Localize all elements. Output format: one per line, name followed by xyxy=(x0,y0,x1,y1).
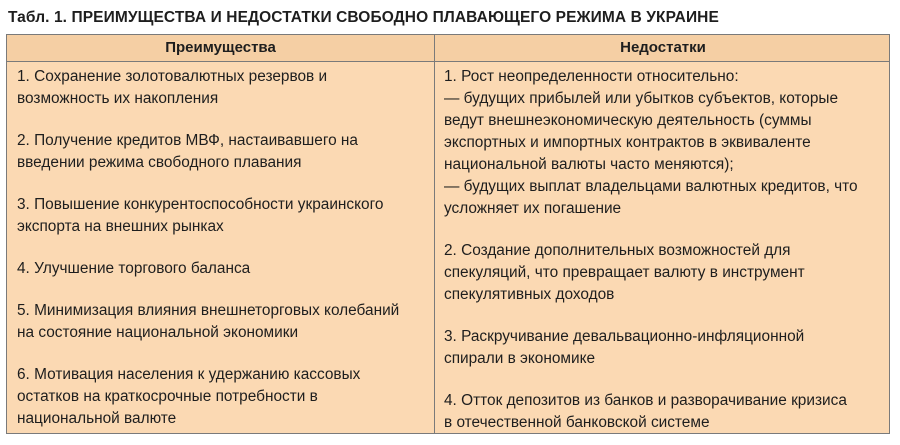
disadvantage-line: 4. Отток депозитов из банков и разворачивание кризиса xyxy=(444,392,847,409)
comparison-table xyxy=(6,34,890,434)
disadvantages-cell xyxy=(444,62,884,433)
table-header-row xyxy=(7,35,889,62)
disadvantage-line: усложняет их погашение xyxy=(444,200,622,217)
disadvantage-line: спирали в экономике xyxy=(444,350,596,367)
disadvantage-line: 1. Рост неопределенности относительно: xyxy=(444,68,739,85)
disadvantage-line: ведут внешнеэкономическую деятельность (суммы xyxy=(444,112,812,129)
disadvantage-line: 2. Создание дополнительных возможностей для xyxy=(444,242,791,259)
disadvantage-line: — будущих прибылей или убытков субъектов, которые xyxy=(444,90,839,107)
table-title: Табл. 1. ПРЕИМУЩЕСТВА И НЕДОСТАТКИ СВОБОДНО ПЛАВАЮЩЕГО РЕЖИМА В УКРАИНЕ xyxy=(8,9,719,26)
advantage-line: 6. Мотивация населения к удержанию кассовых xyxy=(17,366,361,383)
advantage-line: национальной валюте xyxy=(17,410,177,427)
column-divider xyxy=(434,35,435,433)
advantage-line: 2. Получение кредитов МВФ, настаивавшего на xyxy=(17,132,358,149)
disadvantage-line: в отечественной банковской системе xyxy=(444,414,710,431)
advantages-cell xyxy=(17,62,429,433)
disadvantage-line: — будущих выплат владельцами валютных кредитов, что xyxy=(444,178,858,195)
disadvantage-line: национальной валюты часто меняются); xyxy=(444,156,734,173)
advantage-line: 3. Повышение конкурентоспособности украинского xyxy=(17,196,384,213)
advantage-line: экспорта на внешних рынках xyxy=(17,218,224,235)
header-advantages: Преимущества xyxy=(165,39,276,56)
disadvantage-line: 3. Раскручивание девальвационно-инфляционной xyxy=(444,328,805,345)
disadvantage-line: спекуляций, что превращает валюту в инструмент xyxy=(444,264,805,281)
disadvantage-line: экспортных и импортных контрактов в эквиваленте xyxy=(444,134,811,151)
disadvantage-line: спекулятивных доходов xyxy=(444,286,615,303)
advantage-line: 4. Улучшение торгового баланса xyxy=(17,260,251,277)
advantage-line: возможность их накопления xyxy=(17,90,219,107)
advantage-line: 1. Сохранение золотовалютных резервов и xyxy=(17,68,328,85)
advantage-line: остатков на краткосрочные потребности в xyxy=(17,388,318,405)
advantage-line: 5. Минимизация влияния внешнеторговых колебаний xyxy=(17,302,400,319)
header-disadvantages: Недостатки xyxy=(620,39,706,56)
advantage-line: введении режима свободного плавания xyxy=(17,154,302,171)
advantage-line: на состояние национальной экономики xyxy=(17,324,299,341)
